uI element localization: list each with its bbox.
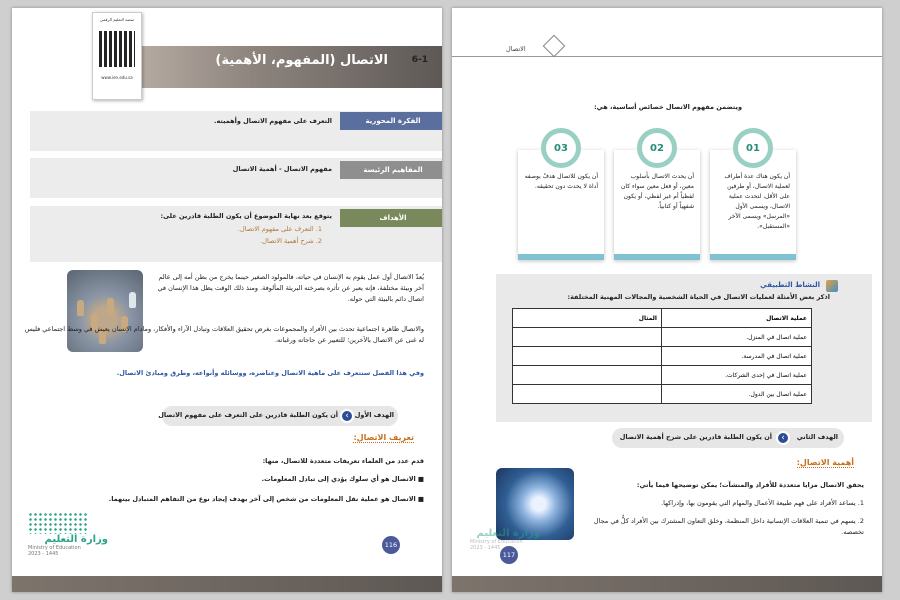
logo-name: وزارة التعليم xyxy=(476,528,540,539)
chevron-left-icon: ‹ xyxy=(340,409,354,423)
objective-1: 1. التعرف على مفهوم الاتصال. xyxy=(237,225,322,233)
table-row xyxy=(513,385,812,404)
card-2-stripe xyxy=(614,254,700,260)
right-page xyxy=(452,8,882,592)
chapter-number: 6-1 xyxy=(411,55,428,65)
activity-title: النشاط التطبيقي xyxy=(760,281,820,289)
table-row xyxy=(513,347,812,366)
row-1-process: عملية اتصال في المنزل. xyxy=(662,328,812,347)
logo-sub: Ministry of Education xyxy=(28,545,81,551)
chevron-left-icon: ‹ xyxy=(776,431,790,445)
card-1-stripe xyxy=(710,254,796,260)
table-row xyxy=(513,328,812,347)
card-2-text: أن يحدث الاتصال بأسلوب معين، أو فعل معين سواء كان لفظياً أم غير لفظي، أو يكون شفهياً أو كتابياً. xyxy=(620,173,694,210)
bullet-icon: ■ xyxy=(415,475,424,483)
objectives-intro: يتوقع بعد نهاية الموضوع أن يكون الطلبة قادرين على: xyxy=(160,212,332,220)
activity-cube-icon xyxy=(826,280,838,292)
row-3-example[interactable] xyxy=(513,366,662,385)
key-concepts-label: المفاهيم الرئيسة xyxy=(340,161,442,179)
row-1-example[interactable] xyxy=(513,328,662,347)
core-idea-label: الفكرة المحورية xyxy=(340,112,442,130)
qr-code[interactable] xyxy=(92,12,142,100)
objectives-label: الأهداف xyxy=(340,209,442,227)
key-concepts-text: مفهوم الاتصال - أهمية الاتصال xyxy=(232,165,332,173)
qr-caption: منصة التعليم الرقمي xyxy=(99,17,135,22)
page-number: 117 xyxy=(500,546,518,564)
logo-sub: Ministry of Education xyxy=(470,539,523,545)
goal-1-label: الهدف الأول xyxy=(354,411,394,419)
intro-paragraph-3: وفي هذا الفصل سنتعرف على ماهية الاتصال وعناصره، ووسائله وأنواعه، وطرق ومبادئ الاتصال. xyxy=(116,369,424,377)
card-3-text: أن يكون للاتصال هدفٌ بوصفه أداة لا يحدث دون تحقيقه. xyxy=(524,173,598,190)
header-emblem-icon xyxy=(543,35,566,58)
definition-bullet-2: ■ الاتصال هو عملية نقل المعلومات من شخص إلى آخر بهدف إيجاد نوع من التفاهم المتبادل بينهما. xyxy=(108,495,424,503)
row-4-example[interactable] xyxy=(513,385,662,404)
card-1-text: أن يكون هناك عدة أطراف لعملية الاتصال، أو طرفين على الأقل، لتحدث عملية الاتصال، ويسمى الأول «المرسل» ويسمى الآخر «المستقبل». xyxy=(724,173,790,230)
table-row xyxy=(513,366,812,385)
importance-intro: يحقق الاتصال مزايا متعددة للأفراد والمنشآت؛ يمكن توضيحها فيما يأتي: xyxy=(636,481,864,489)
activity-prompt: اذكر بعض الأمثلة لعمليات الاتصال في الحياة الشخصية والمجالات المهنية المختلفة: xyxy=(567,293,830,301)
logo-name: وزارة التعليم xyxy=(44,534,108,545)
header-example: المثال xyxy=(513,309,662,328)
qr-url: www.ien.edu.sa xyxy=(101,75,133,80)
core-idea-text: التعرف على مفهوم الاتصال وأهميته. xyxy=(214,117,332,125)
footer-bar xyxy=(452,576,882,592)
footer-bar xyxy=(12,576,442,592)
row-2-process: عملية اتصال في المدرسة. xyxy=(662,347,812,366)
bullet-icon: ■ xyxy=(415,495,424,503)
definition-bullet-1: ■ الاتصال هو أي سلوك يؤدي إلى تبادل المعلومات. xyxy=(261,475,424,483)
chapter-title: الاتصال (المفهوم، الأهمية) xyxy=(215,53,388,68)
goal-2-text: أن يكون الطلبة قادرين على شرح أهمية الاتصال xyxy=(619,433,772,441)
activity-table xyxy=(512,308,812,404)
logo-year: 2023 - 1445 xyxy=(470,545,501,551)
importance-item-1: 1. يساعد الأفراد على فهم طبيعة الأعمال والمهام التي يقومون بها، وإدراكها. xyxy=(661,499,864,507)
row-4-process: عملية اتصال بين الدول. xyxy=(662,385,812,404)
goal-2-label: الهدف الثاني xyxy=(796,433,838,441)
goal-1-text: أن يكون الطلبة قادرين على التعرف على مفهوم الاتصال xyxy=(158,411,338,419)
card-3-stripe xyxy=(518,254,604,260)
definition-intro: قدم عدد من العلماء تعريفات متعددة للاتصال، منها: xyxy=(262,457,424,465)
intro-paragraph-1: يُعدّ الاتصال أول عمل يقوم به الإنسان في حياته، فالمولود الصغير حينما يخرج من بطن أمه إلى عالم آخر وبيئة مختلفة، فإنه يعبر عن تأثره بصرخته البريئة المألوفة. ومنذ ذلك الوقت يظل هذا الإنسان في اتصال دائم بالبيئة التي حوله. xyxy=(157,273,424,303)
definition-heading: تعريف الاتصال: xyxy=(353,433,414,442)
card-1-number: 01 xyxy=(733,128,773,168)
ministry-logo xyxy=(28,512,128,568)
header-rule xyxy=(452,56,882,57)
header-label: الاتصال xyxy=(506,45,526,53)
logo-year: 2023 - 1445 xyxy=(28,551,59,557)
logo-dots-icon xyxy=(28,512,88,534)
left-page xyxy=(12,8,442,592)
row-2-example[interactable] xyxy=(513,347,662,366)
qr-icon xyxy=(99,31,135,67)
importance-heading: أهمية الاتصال: xyxy=(796,458,854,467)
table-header-row xyxy=(513,309,812,328)
objective-2: 2. شرح أهمية الاتصال. xyxy=(260,237,322,245)
header-process: عملية الاتصال xyxy=(662,309,812,328)
page-number: 116 xyxy=(382,536,400,554)
card-3-number: 03 xyxy=(541,128,581,168)
card-2-number: 02 xyxy=(637,128,677,168)
importance-item-2: 2. يسهم في تنمية العلاقات الإنسانية داخل المنظمة، وخلق التعاون المشترك بين الأفراد كلٌّ في مجال تخصصه. xyxy=(593,517,864,536)
row-3-process: عملية اتصال في إحدى الشركات. xyxy=(662,366,812,385)
characteristics-intro: ويتضمن مفهوم الاتصال خصائص أساسية، هي: xyxy=(594,103,742,111)
intro-paragraph-2: والاتصال ظاهرة اجتماعية تحدث بين الأفراد والمجموعات بغرض تحقيق العلاقات وتبادل الآراء والأفكار، ومادام الإنسان يعيش في وسط اجتماعي فليس له غنى عن الاتصال بالآخرين؛ للتعبير عن حاجاته ورغباته. xyxy=(24,325,424,344)
